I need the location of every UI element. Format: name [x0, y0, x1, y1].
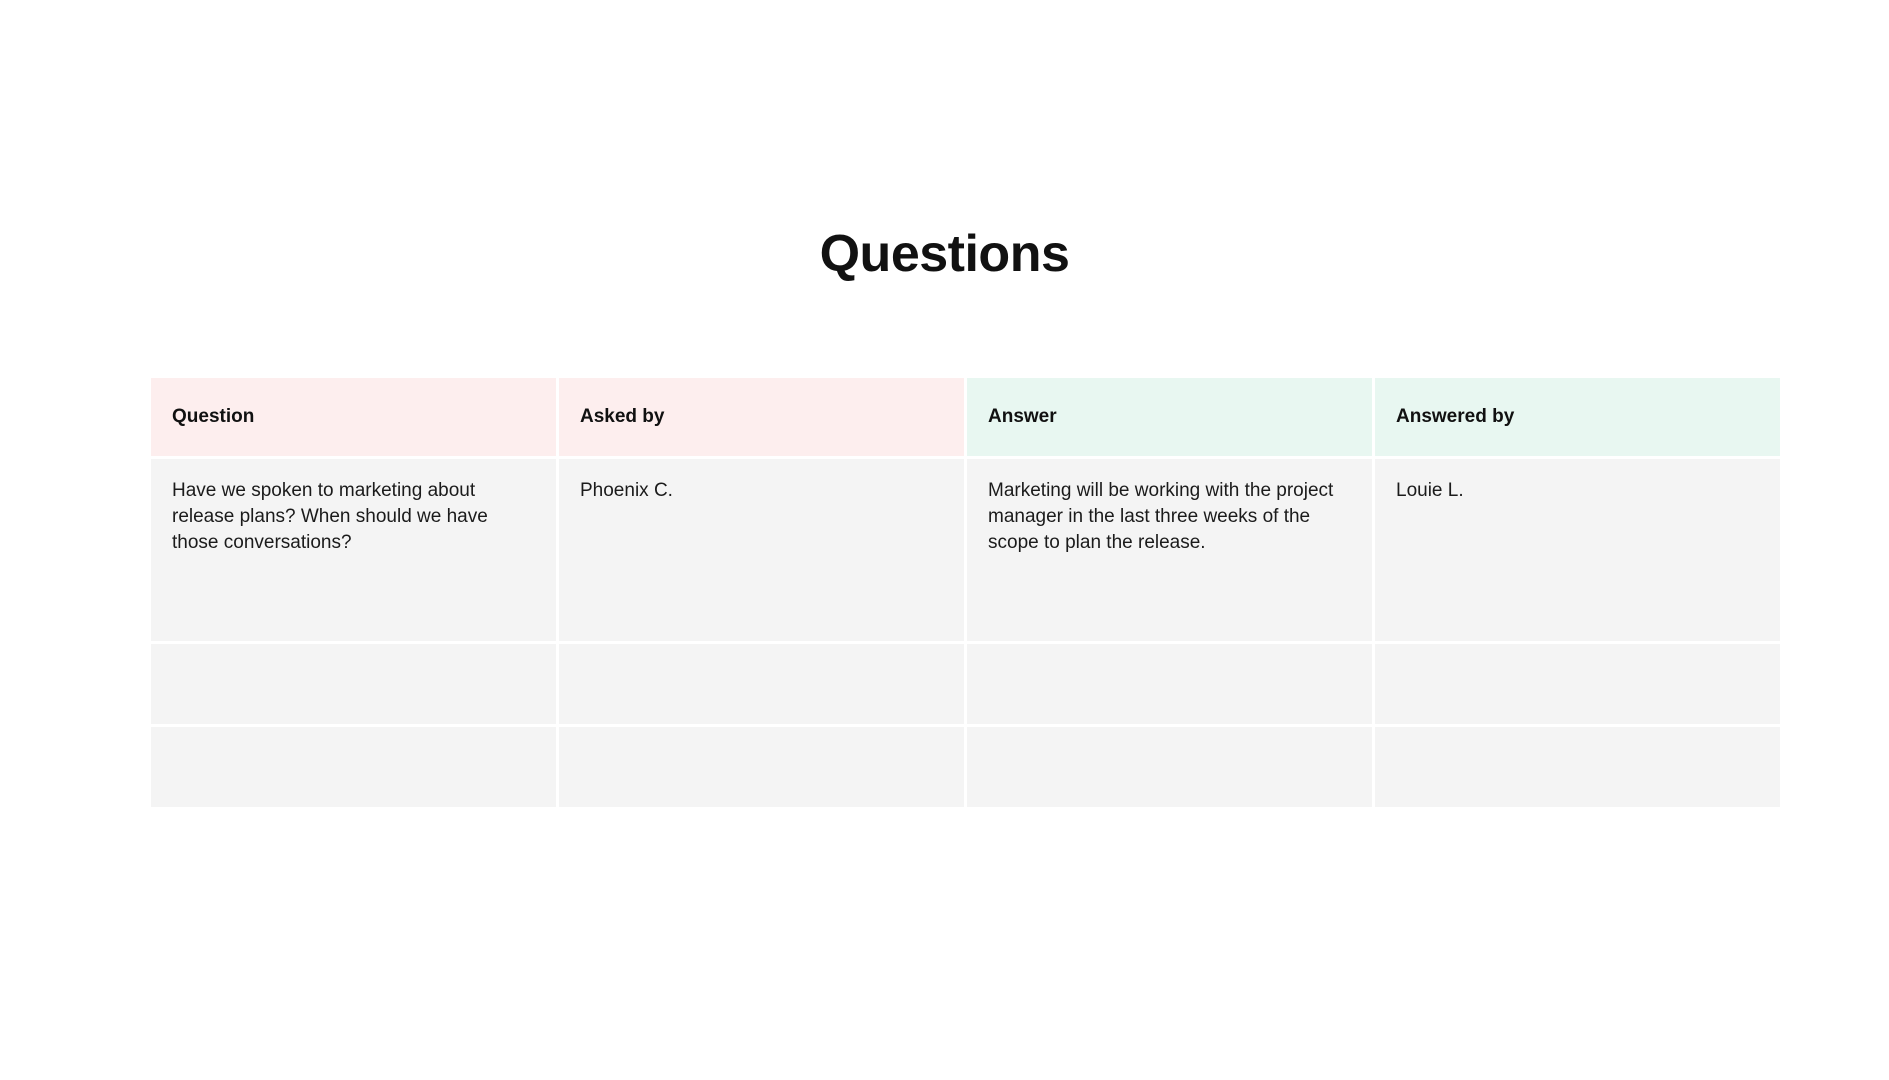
table-header-row [151, 378, 1780, 456]
cell-asked-by[interactable] [559, 459, 964, 641]
cell-asked-by[interactable] [559, 727, 964, 807]
cell-asked-by[interactable] [559, 644, 964, 724]
cell-question-text: Have we spoken to marketing about release plans? When should we have those conversations? [172, 480, 488, 554]
questions-table-container [148, 375, 1742, 810]
cell-answer[interactable] [967, 727, 1372, 807]
cell-answer-text: Marketing will be working with the project manager in the last three weeks of the scope to plan the release. [988, 480, 1334, 554]
cell-answer[interactable] [967, 644, 1372, 724]
cell-answered-by[interactable] [1375, 644, 1780, 724]
cell-answered-by-text: Louie L. [1396, 480, 1464, 501]
table-body [151, 459, 1780, 807]
cell-answered-by[interactable] [1375, 727, 1780, 807]
table-row [151, 459, 1780, 641]
cell-question[interactable] [151, 727, 556, 807]
cell-question[interactable] [151, 644, 556, 724]
table-header [151, 378, 1780, 456]
column-header-answered-by: Answered by [1375, 378, 1780, 456]
column-header-asked-by: Asked by [559, 378, 964, 456]
cell-asked-by-text: Phoenix C. [580, 480, 673, 501]
cell-question[interactable] [151, 459, 556, 641]
table-row [151, 727, 1780, 807]
cell-answer[interactable] [967, 459, 1372, 641]
questions-table [148, 375, 1783, 810]
cell-answered-by[interactable] [1375, 459, 1780, 641]
table-row [151, 644, 1780, 724]
column-header-question: Question [151, 378, 556, 456]
column-header-answer: Answer [967, 378, 1372, 456]
page-title: Questions [819, 225, 1070, 283]
